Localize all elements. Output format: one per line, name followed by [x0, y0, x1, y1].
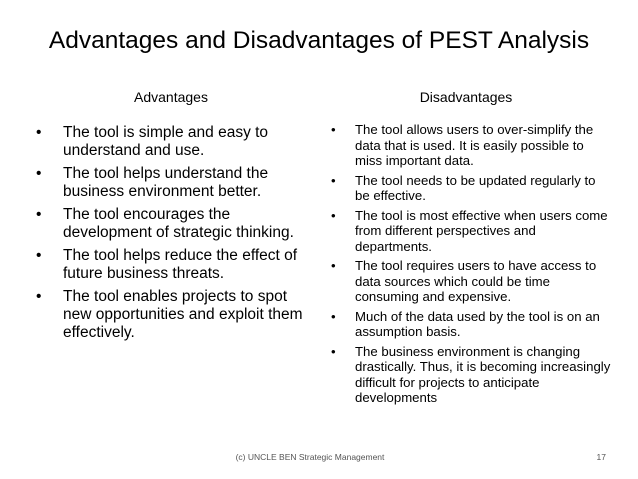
disadvantage-item — [331, 122, 611, 169]
bullet-icon: • — [331, 172, 336, 188]
advantage-item — [36, 247, 308, 283]
disadvantage-text: The business environment is changing drastically. Thus, it is becoming increasingly difficult for projects to anticipate developments — [355, 343, 611, 405]
advantage-text: The tool is simple and easy to understand and use. — [63, 124, 269, 159]
advantage-item — [36, 165, 308, 201]
bullet-icon: • — [331, 207, 336, 223]
disadvantages-heading: Disadvantages — [419, 89, 513, 105]
bullet-icon: • — [36, 165, 42, 182]
disadvantage-item — [331, 208, 611, 255]
advantage-text: The tool helps reduce the effect of future business threats. — [63, 247, 298, 282]
disadvantage-text: The tool allows users to over-simplify the data that is used. It is easily possible to miss important data. — [355, 122, 594, 168]
advantages-list — [36, 124, 308, 347]
disadvantages-list — [331, 122, 611, 410]
disadvantage-item — [331, 309, 611, 340]
disadvantage-text: Much of the data used by the tool is on an assumption basis. — [355, 308, 600, 339]
bullet-icon: • — [36, 288, 42, 305]
bullet-icon: • — [36, 247, 42, 264]
disadvantage-item — [331, 258, 611, 305]
disadvantage-text: The tool needs to be updated regularly to be effective. — [355, 172, 596, 203]
bullet-icon: • — [36, 124, 42, 141]
advantage-item — [36, 288, 308, 342]
advantage-text: The tool helps understand the business environment better. — [63, 165, 269, 200]
advantage-text: The tool enables projects to spot new opportunities and exploit them effectively. — [63, 288, 303, 341]
page-number: 17 — [596, 452, 606, 462]
bullet-icon: • — [331, 258, 336, 273]
advantage-item — [36, 206, 308, 242]
advantage-item — [36, 124, 308, 160]
bullet-icon: • — [331, 343, 336, 359]
disadvantage-item — [331, 344, 611, 406]
disadvantage-text: The tool requires users to have access to data sources which could be time consuming and expensive. — [355, 258, 597, 304]
footer-text: (c) UNCLE BEN Strategic Management — [235, 452, 385, 462]
advantage-text: The tool encourages the development of strategic thinking. — [63, 206, 294, 241]
advantages-heading: Advantages — [134, 89, 208, 105]
bullet-icon: • — [331, 308, 336, 324]
bullet-icon: • — [36, 206, 42, 223]
disadvantage-item — [331, 173, 611, 204]
disadvantage-text: The tool is most effective when users come from different perspectives and departments. — [355, 207, 608, 254]
bullet-icon: • — [331, 122, 336, 137]
slide-title: Advantages and Disadvantages of PEST Analysis — [48, 27, 590, 54]
